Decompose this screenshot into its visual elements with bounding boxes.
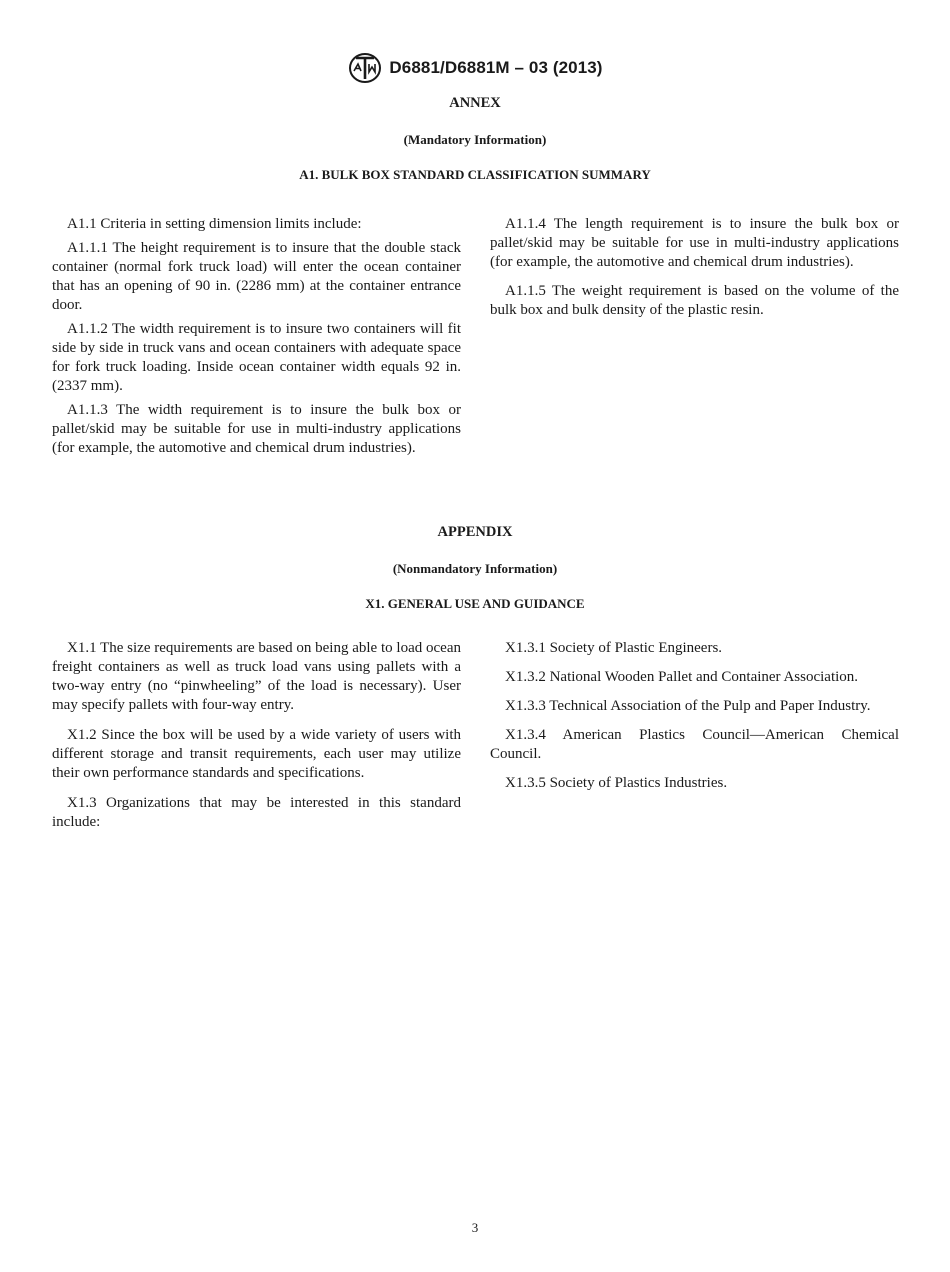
- page-number: 3: [471, 1220, 479, 1235]
- astm-logo-icon: [347, 52, 383, 84]
- appendix-right-column: [490, 639, 899, 793]
- appendix-subtitle: (Nonmandatory Information): [392, 561, 558, 576]
- appendix-left-column: [52, 639, 461, 832]
- paragraph-x1-3-1: X1.3.1 Society of Plastic Engineers.: [505, 640, 723, 656]
- paragraph-x1-3-3: X1.3.3 Technical Association of the Pulp and Paper Industry.: [505, 698, 871, 714]
- paragraph-x1-3-4: X1.3.4 American Plastics Council—American Chemical Council.: [490, 727, 899, 762]
- annex-section-title: A1. BULK BOX STANDARD CLASSIFICATION SUMMARY: [299, 167, 651, 182]
- annex-left-column: [52, 215, 461, 458]
- paragraph-x1-3-5: X1.3.5 Society of Plastics Industries.: [505, 775, 728, 791]
- annex-subtitle: (Mandatory Information): [403, 132, 547, 147]
- paragraph-x1-3: X1.3 Organizations that may be interested in this standard include:: [52, 795, 461, 830]
- page-header: [0, 52, 950, 84]
- paragraph-a1-1-4: A1.1.4 The length requirement is to insure the bulk box or pallet/skid may be suitable for use in multi-industry applications (for example, the automotive and chemical drum industries).: [490, 216, 899, 270]
- paragraph-x1-3-2: X1.3.2 National Wooden Pallet and Container Association.: [505, 669, 859, 685]
- appendix-section-title: X1. GENERAL USE AND GUIDANCE: [365, 596, 585, 611]
- paragraph-a1-1-2: A1.1.2 The width requirement is to insure two containers will fit side by side in truck vans and ocean containers with adequate space for fork truck loading. Inside ocean container width equals 92 in. (2337 mm).: [52, 321, 461, 394]
- paragraph-a1-1-3: A1.1.3 The width requirement is to insure the bulk box or pallet/skid may be suitable for use in multi-industry applications (for example, the automotive and chemical drum industries).: [52, 402, 461, 456]
- appendix-title: APPENDIX: [437, 524, 513, 540]
- annex-right-column: [490, 215, 899, 320]
- standard-designation: D6881/D6881M – 03 (2013): [389, 58, 603, 77]
- paragraph-a1-1-1: A1.1.1 The height requirement is to insure that the double stack container (normal fork truck load) will enter the ocean container that has an opening of 90 in. (2286 mm) at the container entrance door.: [52, 240, 461, 313]
- paragraph-x1-2: X1.2 Since the box will be used by a wide variety of users with different storage and transit requirements, each user may utilize their own performance standards and specifications.: [52, 727, 461, 781]
- paragraph-a1-1: A1.1 Criteria in setting dimension limits include:: [67, 216, 362, 232]
- paragraph-a1-1-5: A1.1.5 The weight requirement is based on the volume of the bulk box and bulk density of the plastic resin.: [490, 283, 899, 318]
- paragraph-x1-1: X1.1 The size requirements are based on being able to load ocean freight containers as well as truck load vans using pallets with a two-way entry (no “pinwheeling” of the load is necessary). User may specify pallets with four-way entry.: [52, 640, 461, 713]
- annex-title: ANNEX: [449, 95, 501, 111]
